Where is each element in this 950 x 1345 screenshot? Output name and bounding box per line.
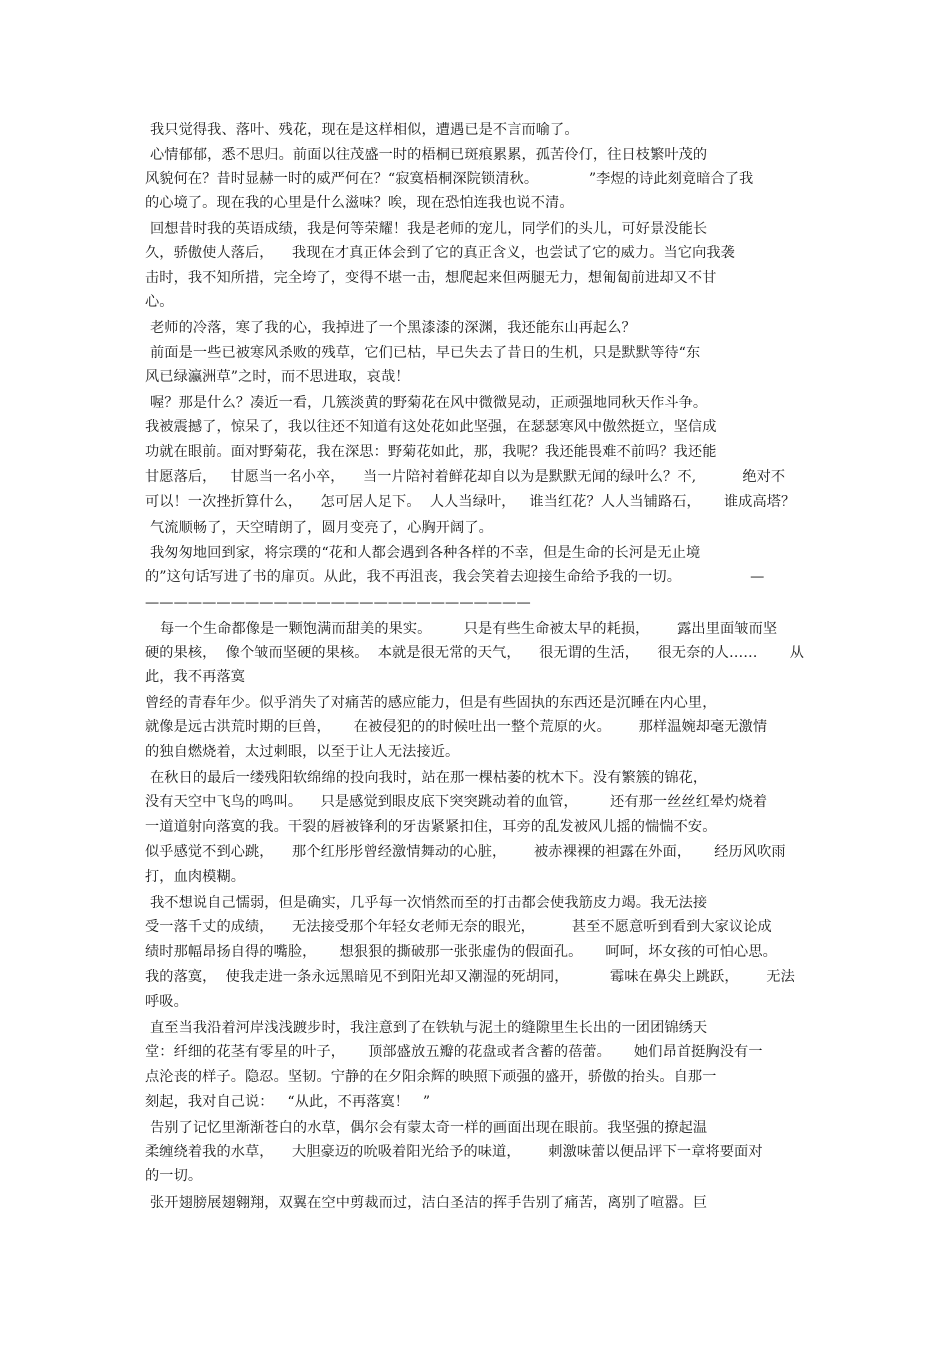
text-line: 张开翅膀展翅翱翔，双翼在空中剪裁而过，洁白圣洁的挥手告别了痛苦，离别了喧嚣。巨 xyxy=(150,1195,708,1211)
text-line: 呼吸。 xyxy=(145,994,188,1010)
text-line: 喔？那是什么？凑近一看，几簇淡黄的野菊花在风中微微晃动，正顽强地同秋天作斗争。 xyxy=(150,395,708,411)
text-line: 久，骄傲使人落后， 我现在才真正体会到了它的真正含义，也尝试了它的威力。当它向我袭 xyxy=(145,245,735,261)
text-line: 的一切。 xyxy=(145,1168,203,1184)
text-line: 前面是一些已被寒风杀败的残草，它们已枯，早已失去了昔日的生机，只是默默等待“东 xyxy=(150,345,701,361)
text-line: 堂：纤细的花茎有零星的叶子， 顶部盛放五瓣的花盘或者含蓄的蓓蕾。 她们昂首挺胸没有一 xyxy=(145,1044,763,1060)
text-line: 绩时那幅昂扬自得的嘴脸， 想狠狠的撕破那一张张虚伪的假面孔。 呵呵，坏女孩的可怕心思。 xyxy=(145,944,777,960)
text-line: 我被震撼了，惊呆了，我以往还不知道有这处花如此坚强，在瑟瑟寒风中傲然挺立，坚信成 xyxy=(145,419,717,435)
text-line: 此，我不再落寞 xyxy=(145,669,246,685)
text-line: 甘愿落后， 甘愿当一名小卒， 当一片陪衬着鲜花却自以为是默默无闻的绿叶么？不, 绝对不 xyxy=(145,469,786,485)
text-line: 打，血肉模糊。 xyxy=(145,869,246,885)
text-line: 就像是远古洪荒时期的巨兽， 在被侵犯的的时候吐出一整个荒原的火。 那样温婉却毫无激情 xyxy=(145,719,768,735)
text-line: 在秋日的最后一缕残阳软绵绵的投向我时，站在那一棵枯萎的枕木下。没有繁簇的锦花， xyxy=(150,770,708,786)
text-line: 曾经的青春年少。似乎消失了对痛苦的感应能力，但是有些固执的东西还是沉睡在内心里， xyxy=(145,695,717,711)
text-line: 受一落千丈的成绩， 无法接受那个年轻女老师无奈的眼光， 甚至不愿意听到看到大家议论成 xyxy=(145,919,772,935)
text-line: 心情郁郁，悉不思归。前面以往茂盛一时的梧桐已斑痕累累，孤苦伶仃，往日枝繁叶茂的 xyxy=(150,147,708,163)
text-line: 我只觉得我、落叶、残花，现在是这样相似，遭遇已是不言而喻了。 xyxy=(150,122,579,138)
text-line: 似乎感觉不到心跳， 那个红彤彤曾经激情舞动的心脏， 被赤裸裸的袒露在外面， 经历风吹雨 xyxy=(145,844,786,860)
text-line: 的心境了。现在我的心里是什么滋味？唉，现在恐怕连我也说不清。 xyxy=(145,195,574,211)
text-line: 每一个生命都像是一颗饱满而甜美的果实。 只是有些生命被太早的耗损， 露出里面皱而坚 xyxy=(160,621,778,637)
text-line: 风貌何在？昔时显赫一时的威严何在？“寂寞梧桐深院锁清秋。 ”李煜的诗此刻竟暗合了我 xyxy=(145,171,754,187)
dash-rule: ——————————————————————————— xyxy=(145,595,531,611)
text-line: 可以！一次挫折算什么， 怎可居人足下。 人人当绿叶， 谁当红花？人人当铺路石， 谁成高塔？ xyxy=(145,494,796,510)
text-line: 我匆匆地回到家，将宗璞的“花和人都会遇到各种各样的不幸，但是生命的长河是无止境 xyxy=(150,545,701,561)
text-line: 的”这句话写进了书的扉页。从此，我不再沮丧，我会笑着去迎接生命给予我的一切。 — xyxy=(145,569,765,585)
text-line: 气流顺畅了，天空晴朗了，圆月变亮了，心胸开阔了。 xyxy=(150,520,493,536)
text-line: 的独自燃烧着，太过刺眼，以至于让人无法接近。 xyxy=(145,744,460,760)
text-line: 硬的果核， 像个皱而坚硬的果核。 本就是很无常的天气， 很无谓的生活， 很无奈的人…… 从 xyxy=(145,645,805,661)
text-line: 一道道射向落寞的我。干裂的唇被锋利的牙齿紧紧扣住，耳旁的乱发被风儿摇的惴惴不安。 xyxy=(145,819,717,835)
text-line: 点沦丧的样子。隐忍。坚韧。宁静的在夕阳余辉的映照下顽强的盛开，骄傲的抬头。自那一 xyxy=(145,1069,717,1085)
text-line: 刻起，我对自己说： “从此，不再落寞！ ” xyxy=(145,1094,431,1110)
text-line: 没有天空中飞鸟的鸣叫。 只是感觉到眼皮底下突突跳动着的血管， 还有那一丝丝红晕灼烧着 xyxy=(145,794,768,810)
text-line: 老师的冷落，寒了我的心，我掉进了一个黑漆漆的深渊，我还能东山再起么？ xyxy=(150,320,636,336)
text-line: 我不想说自己懦弱，但是确实，几乎每一次悄然而至的打击都会使我筋皮力竭。我无法接 xyxy=(150,895,708,911)
text-line: 心。 xyxy=(145,294,174,310)
text-line: 击时，我不知所措，完全垮了，变得不堪一击，想爬起来但两腿无力，想匍匐前进却又不甘 xyxy=(145,270,717,286)
text-line: 柔缠绕着我的水草， 大胆豪迈的吮吸着阳光给予的味道， 刺激味蕾以便品评下一章将要面对 xyxy=(145,1144,763,1160)
text-line: 功就在眼前。面对野菊花，我在深思：野菊花如此，那，我呢？我还能畏难不前吗？我还能 xyxy=(145,444,717,460)
text-line: 直至当我沿着河岸浅浅踱步时，我注意到了在铁轨与泥土的缝隙里生长出的一团团锦绣天 xyxy=(150,1020,708,1036)
text-line: 告别了记忆里渐渐苍白的水草，偶尔会有蒙太奇一样的画面出现在眼前。我坚强的撩起温 xyxy=(150,1120,708,1136)
text-line: 风已绿瀛洲草”之时，而不思进取，哀哉！ xyxy=(145,369,410,385)
text-line: 回想昔时我的英语成绩，我是何等荣耀！我是老师的宠儿，同学们的头儿，可好景没能长 xyxy=(150,221,708,237)
text-line: 我的落寞， 使我走进一条永远黑暗见不到阳光却又潮湿的死胡同， 霉味在鼻尖上跳跃， 无法 xyxy=(145,969,795,985)
